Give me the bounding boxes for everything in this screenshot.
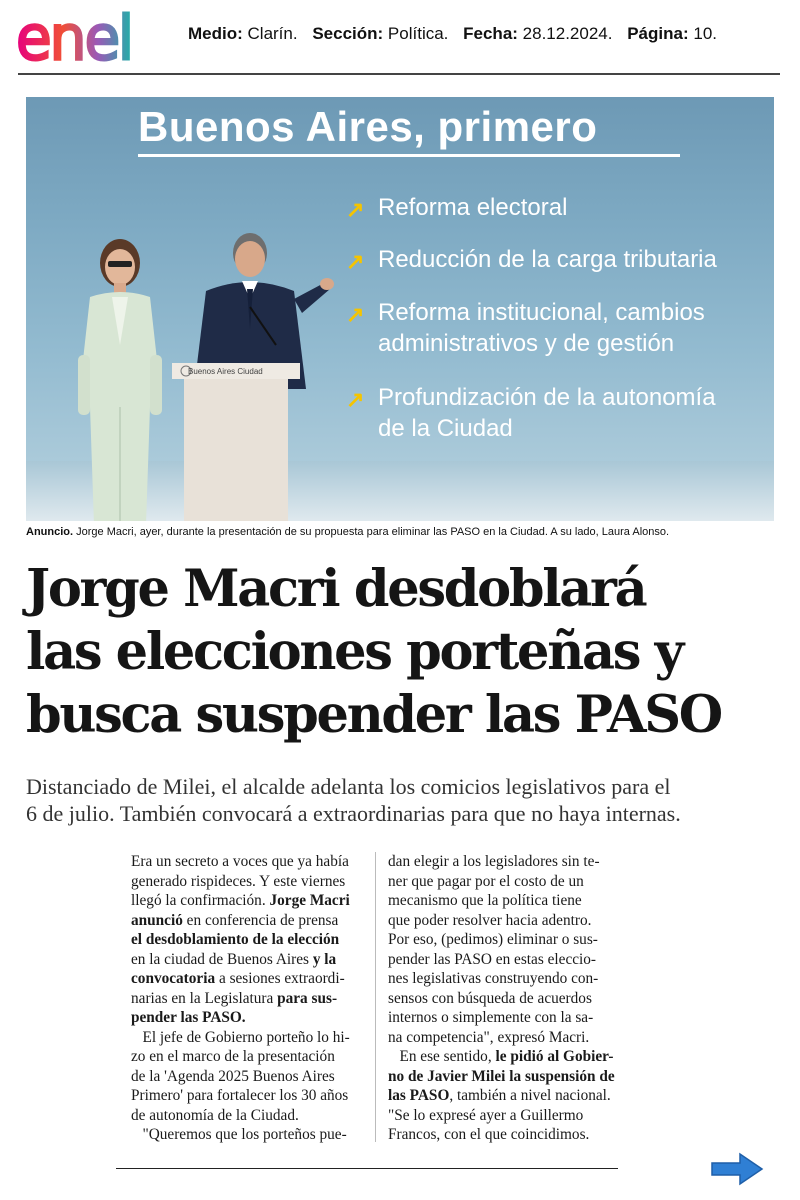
arrow-up-right-icon: ↗ (346, 197, 365, 222)
body-text: "Se lo expresé ayer a Guillermo (388, 1106, 584, 1124)
body-text: en conferencia de prensa (182, 911, 339, 929)
article-line (388, 989, 628, 1009)
body-text: mecanismo que la política tiene (388, 892, 582, 909)
body-text: Por eso, (pedimos) eliminar o sus- (388, 931, 598, 948)
fecha-value: 28.12.2024. (522, 24, 613, 43)
bullet-line: de la Ciudad (378, 415, 513, 442)
article-column-2 (388, 852, 628, 1145)
pagina-value: 10. (693, 24, 717, 43)
fecha-label: Fecha: (463, 24, 518, 43)
article-line (388, 1086, 628, 1106)
article-line (131, 872, 371, 892)
body-text: a sesiones extraordi- (215, 970, 345, 987)
article-column-1 (131, 852, 371, 1145)
body-text: que poder resolver hacia adentro. (388, 911, 592, 929)
deck-line: 6 de julio. También convocará a extraordinarias para que no haya internas. (26, 801, 681, 826)
page-header (0, 0, 800, 76)
article-line (388, 1047, 628, 1067)
body-text: Primero' para fortalecer los 30 años (131, 1087, 349, 1104)
banner-bullet (346, 244, 717, 275)
article-line (388, 1106, 628, 1126)
right-arrow-icon[interactable] (710, 1152, 764, 1186)
article-line (131, 852, 371, 872)
banner-bullet (346, 382, 716, 444)
arrow-up-right-icon: ↗ (346, 302, 365, 327)
article-line (131, 911, 371, 931)
article-line (388, 969, 628, 989)
article-line (388, 911, 628, 931)
person-woman-figure (64, 235, 176, 521)
body-text: sensos con búsqueda de acuerdos (388, 989, 592, 1007)
body-text: En ese sentido, (388, 1048, 496, 1065)
body-text: llegó la confirmación. (131, 892, 270, 909)
bold-text: no de Javier Milei la suspensión de (388, 1067, 615, 1085)
article-line (131, 1067, 371, 1087)
medio-value: Clarín. (247, 24, 298, 43)
bullet-line: Reforma electoral (378, 194, 568, 221)
bold-text: Jorge Macri (269, 892, 350, 909)
body-text: na competencia", expresó Macri. (388, 1028, 590, 1046)
photo-caption (26, 526, 669, 538)
banner-bullet (346, 297, 705, 359)
article-line (388, 891, 628, 911)
article-line (388, 1028, 628, 1048)
header-divider (18, 73, 780, 75)
article-line (131, 969, 371, 989)
bold-text: el desdoblamiento de la elección (131, 931, 340, 948)
bullet-line: Reducción de la carga tributaria (378, 246, 717, 273)
bottom-rule (116, 1168, 618, 1169)
bold-text: le pidió al Gobier- (495, 1048, 614, 1065)
pagina-label: Página: (627, 24, 689, 43)
article-deck (26, 773, 786, 827)
body-text: "Queremos que los porteños pue- (131, 1126, 347, 1143)
article-line (388, 1067, 628, 1087)
body-text: pender las PASO en estas eleccio- (388, 950, 597, 968)
publication-meta (188, 24, 717, 44)
article-line (131, 930, 371, 950)
body-text: narias en la Legislatura (131, 989, 278, 1007)
bold-text: para sus- (277, 989, 338, 1007)
article-headline (26, 558, 786, 747)
body-text: dan elegir a los legisladores sin te- (388, 853, 600, 870)
caption-lead: Anuncio. (26, 526, 74, 538)
body-text: en la ciudad de Buenos Aires (131, 950, 313, 968)
bold-text: y la (312, 950, 337, 968)
medio-label: Medio: (188, 24, 243, 43)
body-text: nes legislativas construyendo con- (388, 970, 599, 987)
article-line (131, 891, 371, 911)
article-line (131, 1086, 371, 1106)
body-text: de la 'Agenda 2025 Buenos Aires (131, 1067, 335, 1085)
article-line (131, 1106, 371, 1126)
body-text: generado rispideces. Y este viernes (131, 872, 346, 890)
news-photo (26, 97, 774, 521)
article-line (131, 1047, 371, 1067)
bullet-line: administrativos y de gestión (378, 330, 675, 357)
body-text: de autonomía de la Ciudad. (131, 1106, 299, 1124)
article-line (388, 852, 628, 872)
banner-underline (138, 154, 680, 157)
arrow-up-right-icon: ↗ (346, 387, 365, 412)
caption-text: Jorge Macri, ayer, durante la presentación de su propuesta para eliminar las PASO en la Ciudad. A su lado, Laura Alonso. (76, 526, 670, 538)
article-line (388, 930, 628, 950)
headline-line: busca suspender las PASO (26, 685, 721, 745)
body-text: Era un secreto a voces que ya había (131, 853, 349, 870)
bullet-line: Profundización de la autonomía (378, 384, 716, 411)
article-line (131, 1125, 371, 1145)
article-line (131, 1028, 371, 1048)
headline-line: Jorge Macri desdoblará (26, 559, 646, 619)
logo-text: enel (16, 8, 133, 68)
body-text: El jefe de Gobierno porteño lo hi- (131, 1028, 350, 1046)
article-line (388, 872, 628, 892)
body-text: , también a nivel nacional. (449, 1087, 611, 1104)
column-divider (375, 852, 376, 1142)
banner-title: Buenos Aires, primero (138, 103, 598, 150)
article-line (388, 1125, 628, 1145)
body-text: internos o simplemente con la sa- (388, 1009, 594, 1026)
article-line (131, 1008, 371, 1028)
headline-line: las elecciones porteñas y (26, 622, 682, 682)
body-text: ner que pagar por el costo de un (388, 872, 584, 890)
enel-logo (16, 8, 176, 68)
podium (172, 363, 300, 521)
banner-bullet (346, 192, 567, 223)
body-text: Francos, con el que coincidimos. (388, 1126, 590, 1143)
bold-text: convocatoria (131, 970, 216, 987)
bold-text: las PASO (388, 1087, 450, 1104)
bold-text: pender las PASO. (131, 1009, 246, 1026)
article-line (388, 1008, 628, 1028)
podium-label: Buenos Aires Ciudad (188, 367, 263, 376)
bold-text: anunció (131, 911, 183, 929)
seccion-value: Política. (387, 24, 449, 43)
article-line (388, 950, 628, 970)
deck-line: Distanciado de Milei, el alcalde adelanta los comicios legislativos para el (26, 774, 671, 799)
bullet-line: Reforma institucional, cambios (378, 299, 705, 326)
article-line (131, 989, 371, 1009)
article-line (131, 950, 371, 970)
arrow-up-right-icon: ↗ (346, 249, 365, 274)
seccion-label: Sección: (312, 24, 384, 43)
body-text: zo en el marco de la presentación (131, 1048, 335, 1065)
